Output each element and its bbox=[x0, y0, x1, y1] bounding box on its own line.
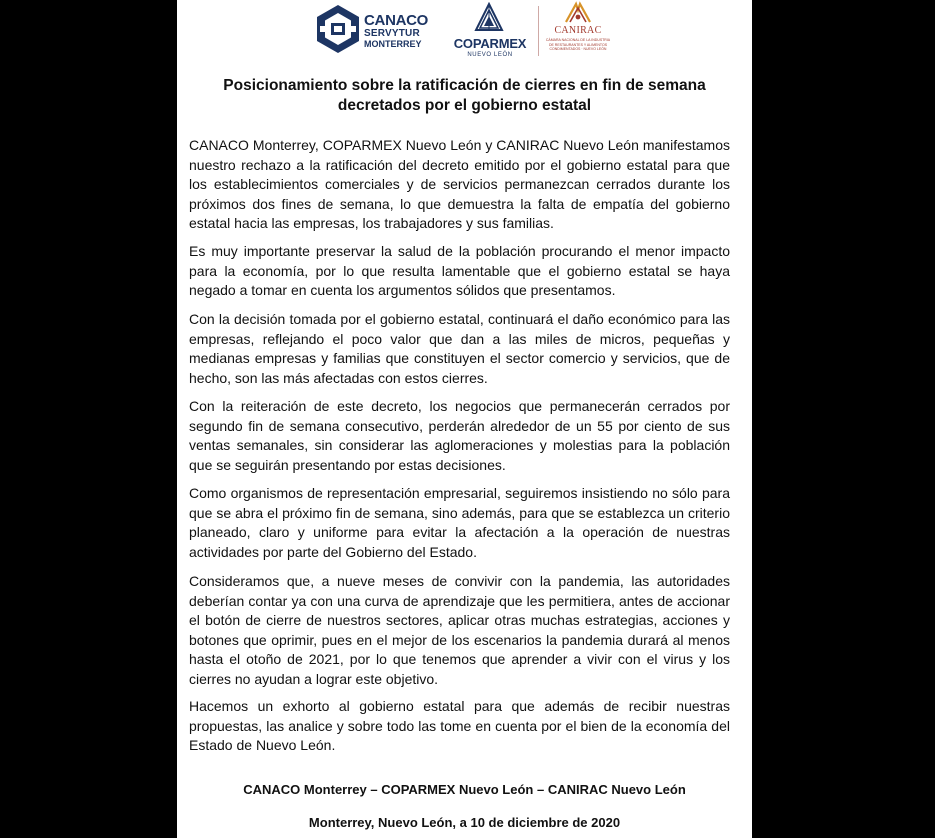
coparmex-emblem-icon bbox=[474, 2, 504, 32]
canaco-emblem-icon bbox=[315, 4, 361, 54]
coparmex-name: COPARMEX bbox=[453, 36, 527, 51]
signature-line: CANACO Monterrey – COPARMEX Nuevo León – CANIRAC Nuevo León bbox=[243, 782, 686, 797]
header-logos bbox=[177, 0, 752, 62]
paragraph-2: Es muy importante preservar la salud de la población procurando el menor impacto para la economía, por lo que resulta lamentable que el gobierno estatal se haya negado a tomar en cuenta los argumentos sólidos que presentamos. bbox=[189, 243, 730, 298]
canirac-tagline: CÁMARA NACIONAL DE LA INDUSTRIA DE RESTAURANTES Y ALIMENTOS CONDIMENTADOS · NUEVO LEÓN bbox=[545, 38, 611, 52]
document-title bbox=[197, 76, 732, 116]
canaco-name: CANACO bbox=[364, 12, 429, 29]
document-page bbox=[177, 0, 752, 838]
coparmex-region: NUEVO LEÓN bbox=[467, 52, 513, 58]
date-line: Monterrey, Nuevo León, a 10 de diciembre de 2020 bbox=[308, 815, 621, 830]
title-line-2: decretados por el gobierno estatal bbox=[337, 97, 592, 114]
paragraph-3: Con la decisión tomada por el gobierno estatal, continuará el daño económico para las empresas, reflejando el poco valor que dan a las miles de micros, pequeñas y medianas empresas y familias que constituyen el sector comercio y servicios, que de hecho, son las más afectadas con estos cierres. bbox=[189, 311, 730, 386]
canaco-servytur: SERVYTUR bbox=[364, 28, 420, 39]
paragraph-6: Consideramos que, a nueve meses de convivir con la pandemia, las autoridades deberían contar ya con una curva de aprendizaje que les permitiera, antes de accionar el botón de cierre de nuestros sectores, aplicar otras muchas estrategias, acciones y botones que oprimir, pues en el mejor de los escenarios la pandemia durará al menos hasta el otoño de 2021, por lo que tenemos que aprender a vivir con el virus y los cierres no ayudan a lograr este objetivo. bbox=[189, 573, 730, 687]
canirac-logo bbox=[543, 0, 613, 58]
canaco-monterrey: MONTERREY bbox=[364, 39, 422, 49]
canirac-name: CANIRAC bbox=[554, 25, 602, 36]
logo-divider bbox=[538, 6, 539, 56]
paragraph-7: Hacemos un exhorto al gobierno estatal para que además de recibir nuestras propuestas, las analice y sobre todo las tome en cuenta por el bien de la economía del Estado de Nuevo León. bbox=[189, 698, 730, 753]
paragraph-1: CANACO Monterrey, COPARMEX Nuevo León y CANIRAC Nuevo León manifestamos nuestro rechazo a la ratificación del decreto emitido por el gobierno estatal para que los establecimientos comerciales y de servicios permanezcan cerrados durante los próximos dos fines de semana, lo que demuestra la falta de empatía del gobierno estatal hacia las empresas, los trabajadores y sus familias. bbox=[189, 137, 730, 231]
paragraph-4: Con la reiteración de este decreto, los negocios que permanecerán cerrados por segundo fin de semana consecutivo, perderán alrededor de un 55 por ciento de sus ventas semanales, sin considerar las aglomeraciones y molestias para la población que se seguirán presentando por estas decisiones. bbox=[189, 398, 730, 473]
paragraph-5: Como organismos de representación empresarial, seguiremos insistiendo no sólo para que se abra el próximo fin de semana, sino además, para que se establezca un criterio planeado, claro y uniforme para evitar la afectación a la operación de nuestras actividades por parte del Gobierno del Estado. bbox=[189, 485, 730, 560]
canirac-emblem-icon bbox=[562, 0, 594, 24]
title-line-1: Posicionamiento sobre la ratificación de cierres en fin de semana bbox=[223, 77, 706, 94]
canaco-logo bbox=[315, 4, 440, 54]
coparmex-logo bbox=[447, 2, 533, 58]
